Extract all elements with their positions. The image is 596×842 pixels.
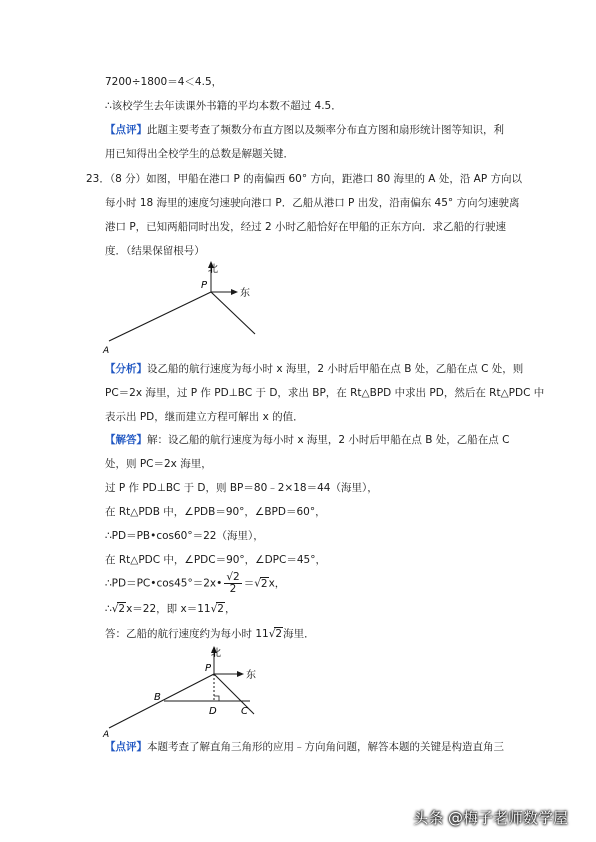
label-d: D [209, 706, 217, 717]
solution-3: 过 P 作 PD⊥BC 于 D，则 BP＝80﹣2×18＝44（海里）， [105, 482, 378, 494]
east-arrow-icon [231, 289, 238, 295]
sqrt-2c: 2 [217, 603, 224, 615]
question-23-line2: 每小时 18 海里的速度匀速驶向港口 P．乙船从港口 P 出发，沿南偏东 45° 方向匀速驶离 [105, 197, 520, 209]
analysis-1 [105, 361, 523, 377]
solution-1 [105, 432, 509, 448]
solution-7: ∴PD＝PC•cos45°＝2x• $\frac{√2}{2}$ ＝√2x， [105, 571, 286, 595]
solution-7-c: x， [268, 577, 286, 590]
comment-text-2: 本题考查了解直角三角形的应用﹣方向角问题，解答本题的关键是构造直角三 [147, 741, 504, 753]
fraction-num: √2 [226, 571, 240, 583]
label-b: B [154, 692, 161, 703]
solution-8-c: ， [224, 603, 236, 615]
solution-text: 解：设乙船的航行速度为每小时 x 海里，2 小时后甲船在点 B 处，乙船在点 C [147, 434, 510, 446]
east-arrow-icon-2 [237, 671, 244, 677]
label-c: C [241, 706, 248, 717]
comment-1 [105, 122, 504, 138]
comment-1-cont: 用已知得出全校学生的总数是解题关键． [105, 148, 294, 160]
analysis-2: PC＝2x 海里，过 P 作 PD⊥BC 于 D，求出 BP，在 Rt△BPD 中求出 PD，然后在 Rt△PDC 中 [105, 387, 545, 399]
comment-tag: 【点评】 [105, 124, 147, 136]
label-north: 北 [208, 264, 218, 275]
line-conclusion: ∴该校学生去年读课外书籍的平均本数不超过 4.5． [105, 100, 342, 112]
answer-tag: 【解答】 [105, 434, 147, 446]
label-east: 东 [240, 288, 250, 299]
solution-4: 在 Rt△PDB 中，∠PDB＝90°，∠BPD＝60°， [105, 506, 326, 518]
comment-2 [105, 739, 504, 755]
solution-2: 处，则 PC＝2x 海里， [105, 458, 212, 470]
solution-8-a: ∴ [105, 603, 112, 615]
label-a: A [103, 346, 110, 356]
question-23-line4: 度．（结果保留根号） [105, 245, 205, 257]
label-a-2: A [103, 730, 110, 740]
right-angle-mark [214, 696, 219, 701]
solution-8-b: x＝22，即 x＝11 [126, 603, 211, 615]
fraction-den: 2 [229, 583, 237, 595]
label-east-2: 东 [246, 670, 256, 681]
analysis-tag: 【分析】 [105, 363, 147, 375]
question-23-line3: 港口 P，已知两船同时出发，经过 2 小时乙船恰好在甲船的正东方向．求乙船的行驶速 [105, 221, 507, 233]
fraction [224, 572, 241, 595]
solution-7-b: ＝ [243, 577, 255, 590]
sqrt-2d: 2 [275, 628, 283, 640]
solution-7-a: ∴PD＝PC•cos45°＝2x• [105, 577, 223, 590]
label-p: P [201, 280, 208, 291]
comment-tag-2: 【点评】 [105, 741, 147, 753]
line-calc: 7200÷1800＝4＜4.5， [105, 76, 223, 88]
sqrt-2: 2 [260, 577, 268, 590]
segment-ap [109, 292, 211, 341]
label-p-2: P [205, 663, 212, 674]
solution-8: ∴√2x＝22，即 x＝11√2， [105, 603, 236, 615]
comment-text: 此题主要考查了频数分布直方图以及频率分布直方图和扇形统计图等知识，利 [147, 124, 504, 136]
solution-9-b: 海里． [283, 628, 315, 640]
solution-6: 在 Rt△PDC 中，∠PDC＝90°，∠DPC＝45°， [105, 554, 326, 566]
label-north-2: 北 [211, 648, 221, 659]
sqrt-2b: 2 [118, 603, 126, 615]
analysis-text: 设乙船的航行速度为每小时 x 海里，2 小时后甲船在点 B 处，乙船在点 C 处，则 [147, 363, 524, 375]
figure-2 [95, 644, 275, 744]
solution-9: 答：乙船的航行速度约为每小时 11√2海里． [105, 628, 315, 640]
watermark: 头条 @梅子老师数学屋 [413, 809, 568, 827]
question-23: 23．（8 分）如图，甲船在港口 P 的南偏西 60° 方向，距港口 80 海里的 A 处，沿 AP 方向以 [86, 173, 523, 185]
analysis-3: 表示出 PD，继而建立方程可解出 x 的值． [105, 411, 304, 423]
figure-1 [95, 258, 275, 358]
solution-5: ∴PD＝PB•cos60°＝22（海里）， [105, 530, 264, 542]
solution-9-a: 答：乙船的航行速度约为每小时 11 [105, 628, 269, 640]
